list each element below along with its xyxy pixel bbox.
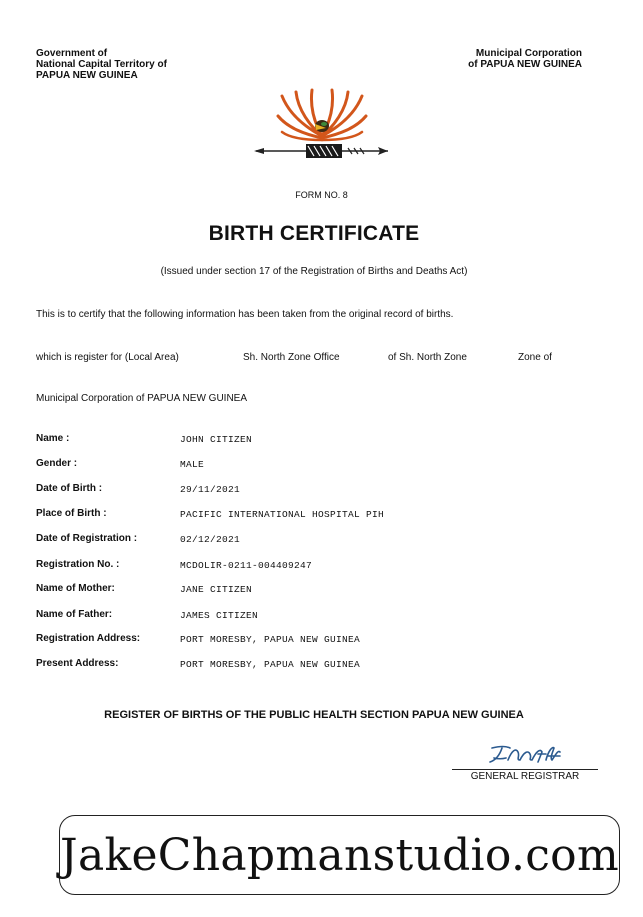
field-label: Name : (36, 433, 70, 444)
header-government-line: PAPUA NEW GUINEA (36, 70, 138, 81)
field-value: JAMES CITIZEN (180, 610, 259, 621)
field-value: MCDOLIR-0211-004409247 (180, 560, 313, 571)
field-value: MALE (180, 459, 205, 470)
general-registrar-label: GENERAL REGISTRAR (470, 771, 580, 782)
field-value: 02/12/2021 (180, 534, 241, 545)
header-government (36, 48, 167, 81)
header-municipal-line: Municipal Corporation (475, 48, 582, 59)
field-value: PACIFIC INTERNATIONAL HOSPITAL PIH (180, 509, 385, 520)
field-value: PORT MORESBY, PAPUA NEW GUINEA (180, 634, 361, 645)
field-row-gender (36, 458, 596, 472)
header-government-line: Government of (36, 48, 108, 59)
signature-line (452, 769, 598, 770)
field-value: PORT MORESBY, PAPUA NEW GUINEA (180, 659, 361, 670)
document-title: BIRTH CERTIFICATE (208, 222, 420, 245)
issued-under-note: (Issued under section 17 of the Registration of Births and Deaths Act) (160, 266, 468, 277)
header-municipal-line: of PAPUA NEW GUINEA (468, 59, 582, 70)
field-row-present-address (36, 658, 596, 672)
field-label: Registration No. : (36, 559, 120, 570)
header-municipal (468, 48, 582, 70)
field-row-name (36, 433, 596, 447)
field-value: JANE CITIZEN (180, 584, 253, 595)
field-row-date-of-birth (36, 483, 596, 497)
watermark-text: JakeChapmanstudio.com (60, 829, 619, 881)
field-value: 29/11/2021 (180, 484, 241, 495)
register-of-zone: of Sh. North Zone (388, 352, 467, 363)
field-label: Place of Birth : (36, 508, 107, 519)
field-row-place-of-birth (36, 508, 596, 522)
bird-of-paradise-emblem-icon (252, 88, 392, 180)
certify-statement: This is to certify that the following information has been taken from the original record of births. (36, 309, 454, 320)
register-of-births-line: REGISTER OF BIRTHS OF THE PUBLIC HEALTH SECTION PAPUA NEW GUINEA (104, 709, 524, 721)
register-for-label: which is register for (Local Area) (36, 352, 179, 363)
register-zone-of: Zone of (518, 352, 552, 363)
field-row-registration-address (36, 633, 596, 647)
field-label: Name of Mother: (36, 583, 115, 594)
field-label: Registration Address: (36, 633, 141, 644)
form-number: FORM NO. 8 (295, 190, 348, 200)
field-row-registration-number (36, 559, 596, 573)
watermark-banner (59, 815, 620, 895)
field-label: Gender : (36, 458, 78, 469)
municipal-corporation-line: Municipal Corporation of PAPUA NEW GUINEA (36, 393, 248, 404)
field-row-name-of-father (36, 609, 596, 623)
field-label: Present Address: (36, 658, 119, 669)
register-office: Sh. North Zone Office (243, 352, 340, 363)
field-value: JOHN CITIZEN (180, 434, 253, 445)
header-government-line: National Capital Territory of (36, 59, 167, 70)
registrar-signature-icon (486, 740, 566, 768)
field-label: Date of Registration : (36, 533, 138, 544)
field-row-name-of-mother (36, 583, 596, 597)
field-label: Date of Birth : (36, 483, 103, 494)
field-label: Name of Father: (36, 609, 113, 620)
field-row-date-of-registration (36, 533, 596, 547)
